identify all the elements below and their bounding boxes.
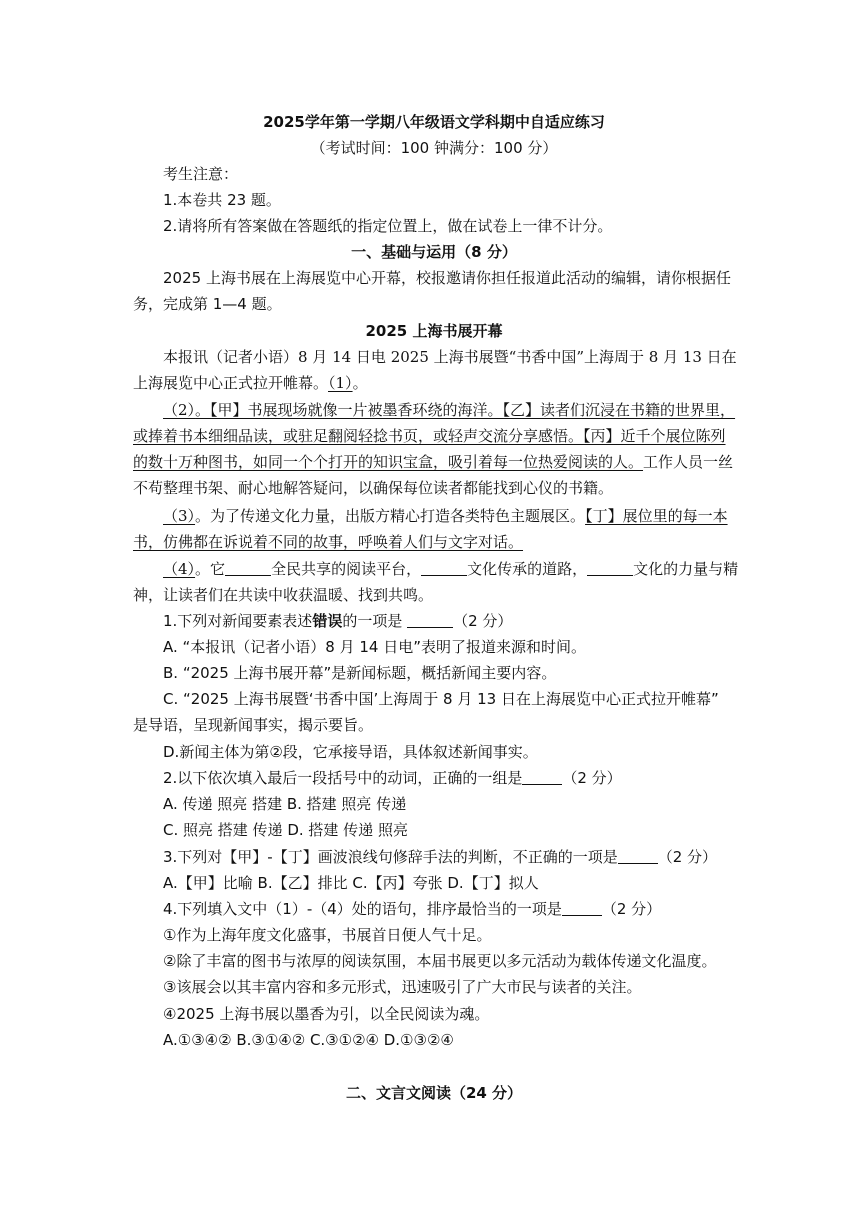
question-1-option-d: D.新闻主体为第②段，它承接导语，具体叙述新闻事实。 — [163, 743, 538, 761]
question-2-options-cd: C. 照亮 搭建 传递 D. 搭建 传递 照亮 — [163, 821, 408, 839]
question-score: （2 分） — [601, 900, 662, 918]
answer-blank[interactable] — [562, 899, 602, 916]
news-para-1-line-1: 本报讯（记者小语）8 月 14 日电 2025 上海书展暨“书香中国”上海周于 8 月 13 日在 — [163, 348, 737, 366]
answer-blank[interactable] — [407, 611, 453, 628]
question-4-sentence-2: ②除了丰富的图书与浓厚的阅读氛围，本届书展更以多元活动为载体传递文化温度。 — [163, 952, 717, 970]
question-score: （2 分） — [657, 848, 718, 866]
news-para-2-line-3 — [133, 449, 733, 475]
question-1-option-c-line-2: 是导语，呈现新闻事实，揭示要旨。 — [133, 716, 374, 734]
question-1-option-b: B. “2025 上海书展开幕”是新闻标题，概括新闻主要内容。 — [163, 664, 557, 682]
question-3 — [163, 844, 717, 870]
news-text: 工作人员一丝 — [643, 453, 734, 471]
news-para-2-line-4: 不苟整理书架、耐心地解答疑问，以确保每位读者都能找到心仪的书籍。 — [133, 479, 614, 497]
task-intro-line-2: 务，完成第 1—4 题。 — [133, 295, 282, 313]
question-4-sentence-1: ①作为上海年度文化盛事，书展首日便人气十足。 — [163, 926, 492, 944]
news-para-4-line-2: 神，让读者们在共读中收获温暖、找到共鸣。 — [133, 586, 434, 604]
blank-marker-3: （3） — [163, 507, 196, 525]
question-text: 3.下列对【甲】-【丁】画波浪线句修辞手法的判断，不正确的一项是 — [163, 848, 618, 866]
section-1-heading: 一、基础与运用（8 分） — [351, 243, 517, 261]
question-4-sentence-4: ④2025 上海书展以墨香为引，以全民阅读为魂。 — [163, 1005, 490, 1023]
notice-item-2: 2.请将所有答案做在答题纸的指定位置上，做在试卷上一律不计分。 — [163, 217, 613, 235]
question-4 — [163, 896, 661, 922]
news-para-3-line-2: 书，仿佛都在诉说着不同的故事，呼唤着人们与文字对话。 — [133, 533, 524, 551]
news-text: 文化传承的道路， — [467, 560, 588, 578]
verb-blank[interactable] — [421, 559, 467, 576]
question-text: 的一项是 — [342, 612, 403, 630]
notice-label: 考生注意： — [163, 165, 239, 183]
news-text: 上海展览中心正式拉开帷幕。 — [133, 374, 329, 392]
wavy-sentence-jia-yi: 。【甲】书展现场就像一片被墨香环绕的海洋。【乙】读者们沉浸在书籍的世界里， — [195, 401, 736, 419]
exam-subtitle: （考试时间：100 钟满分：100 分） — [310, 139, 558, 157]
news-text: 文化的力量与精 — [633, 560, 739, 578]
verb-blank[interactable] — [587, 559, 633, 576]
question-emphasis: 错误 — [312, 612, 343, 630]
question-1 — [163, 608, 512, 634]
question-1-option-c-line-1: C. “2025 上海书展暨‘书香中国’上海周于 8 月 13 日在上海展览中心正式拉开帷幕” — [163, 690, 719, 708]
question-text: 2.以下依次填入最后一段括号中的动词，正确的一组是 — [163, 769, 523, 787]
task-intro-line-1: 2025 上海书展在上海展览中心开幕，校报邀请你担任报道此活动的编辑，请你根据任 — [163, 269, 731, 287]
question-text: 4.下列填入文中（1）-（4）处的语句，排序最恰当的一项是 — [163, 900, 562, 918]
news-para-4-line-1 — [163, 556, 738, 582]
question-1-option-a: A. “本报讯（记者小语）8 月 14 日电”表明了报道来源和时间。 — [163, 638, 587, 656]
news-para-2-line-1 — [163, 397, 735, 423]
question-text: 1.下列对新闻要素表述 — [163, 612, 313, 630]
question-2-options-ab: A. 传递 照亮 搭建 B. 搭建 照亮 传递 — [163, 795, 407, 813]
answer-blank[interactable] — [522, 768, 562, 785]
blank-marker-1: （1） — [328, 374, 353, 392]
news-para-1-line-2 — [133, 370, 368, 396]
answer-blank[interactable] — [618, 847, 658, 864]
news-text: 。 — [352, 374, 368, 392]
verb-blank[interactable] — [225, 559, 271, 576]
news-text: 。为了传递文化力量，出版方精心打造各类特色主题展区。 — [195, 507, 586, 525]
question-2 — [163, 765, 622, 791]
question-score: （2 分） — [562, 769, 622, 787]
notice-item-1: 1.本卷共 23 题。 — [163, 191, 281, 209]
section-2-heading: 二、文言文阅读（24 分） — [345, 1084, 523, 1102]
question-score: （2 分） — [453, 612, 513, 630]
news-text: 。它 — [195, 560, 226, 578]
news-para-2-line-2: 或捧着书本细细品读，或驻足翻阅轻捻书页，或轻声交流分享感悟。【丙】近千个展位陈列 — [133, 427, 726, 445]
question-4-sentence-3: ③该展会以其丰富内容和多元形式，迅速吸引了广大市民与读者的关注。 — [163, 978, 642, 996]
exam-title: 2025学年第一学期八年级语文学科期中自适应练习 — [263, 113, 605, 131]
news-title: 2025 上海书展开幕 — [365, 322, 503, 340]
wavy-sentence-ding: 【丁】展位里的每一本 — [585, 507, 728, 525]
news-para-3-line-1 — [163, 503, 728, 529]
blank-marker-2: （2） — [163, 401, 196, 419]
wavy-sentence-bing: 的数十万种图书，如同一个个打开的知识宝盒，吸引着每一位热爱阅读的人。 — [133, 453, 644, 471]
question-4-options: A.①③④② B.③①④② C.③①②④ D.①③②④ — [163, 1031, 454, 1049]
question-3-options: A.【甲】比喻 B.【乙】排比 C.【丙】夸张 D.【丁】拟人 — [163, 874, 539, 892]
news-text: 全民共享的阅读平台， — [271, 560, 422, 578]
blank-marker-4: （4） — [163, 560, 196, 578]
